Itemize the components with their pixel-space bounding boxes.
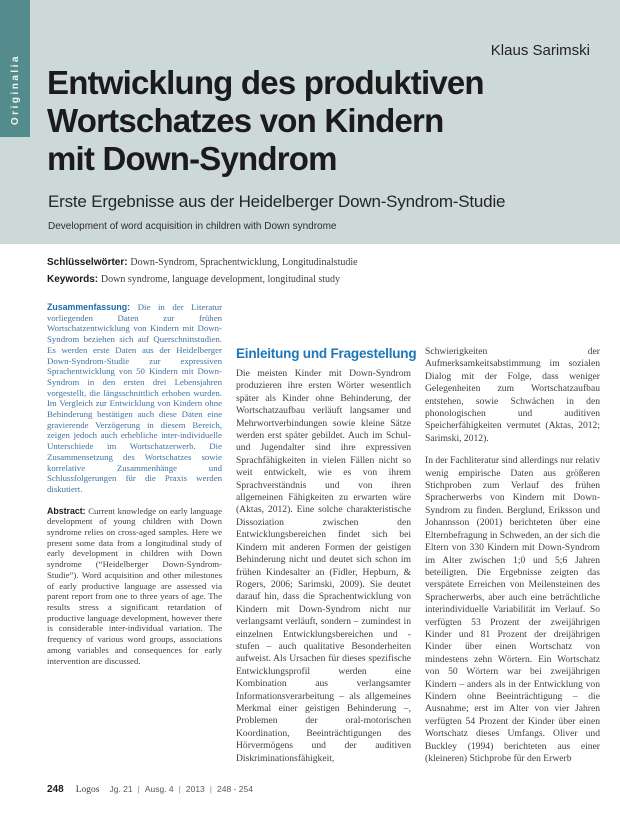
keywords-english-label: Keywords: [47,274,99,285]
keywords-row-german [47,257,567,268]
keywords-english-value: Down syndrome, language development, longitudinal study [100,274,341,285]
author-name: Klaus Sarimski [490,42,590,59]
footer-volume: Jg. 21 [109,784,133,794]
header-band [0,0,620,244]
title-line-2: Wortschatzes von Kindern [47,102,444,139]
column-introduction [236,302,417,765]
abstract-english-paragraph [47,506,222,667]
section-heading-einleitung: Einleitung und Fragestellung [236,346,417,361]
keywords-german-label: Schlüsselwörter: [47,257,128,268]
footer-separator: | [209,784,212,794]
footer-page-range: 248 - 254 [217,784,253,794]
footer-journal-name: Logos [75,785,100,795]
footer-separator: | [178,784,181,794]
originalia-section-tab [0,0,30,137]
title-line-1: Entwicklung des produktiven [47,64,484,101]
abstract-german-label: Zusammenfassung: [47,302,131,312]
content-columns [47,302,600,765]
footer-year: 2013 [185,784,205,794]
originalia-tab-label: Originalia [9,53,21,125]
subtitle-german: Erste Ergebnisse aus der Heidelberger Down-Syndrom-Studie [48,192,506,211]
abstract-english-text: Current knowledge on early language development of young children with Down syndrome relies on cross-aged samples. Here we present some data from a longitudinal study of early development in children with Down syndrome (“Heidelberger Down-Syndrom-Studie”). Word acquisition and other milestones of early productive language are assessed via parent report from one to three years of age. The results stress a significant retardation of productive language development, however there is considerable inter-individual variation. The frequency of various word groups, associations among variables and consequences for early intervention are discussed. [47,505,222,666]
footer-issue: Ausg. 4 [144,784,174,794]
page-footer [47,784,253,795]
title-line-3: mit Down-Syndrom [47,140,337,177]
keywords-german-value: Down-Syndrom, Sprachentwicklung, Longitudinalstudie [130,257,358,268]
footer-page-number: 248 [47,784,64,795]
column-abstracts [47,302,222,765]
column-continuation [425,302,600,765]
continuation-paragraph: Schwierigkeiten der Aufmerksamkeitsabstimmung im sozialen Dialog mit der Folge, dass weniger Gelegenheiten zum Wortschatzaufbau entstehen, sowie Schwächen in den phonologischen und auditiven Speicherfähigkeiten vermutet (Aktas, 2012; Sarimski, 2012). [425,346,600,444]
keywords-block [47,257,567,291]
literature-review-paragraph: In der Fachliteratur sind allerdings nur relativ wenig empirische Daten aus größeren Stichproben zum Verlauf des frühen Spracherwerbs von Kindern mit Down-Syndrom zu finden. Berglund, Eriksson und Johannsson (2001) berichteten über eine Elternbefragung in Schweden, an der sich die Eltern von 330 Kindern mit Down-Syndrom im Alter zwischen 1;0 und 5;6 Jahren beteiligten. Die Ergebnisse zeigten das verspätete Erreichen von Meilensteinen des Spracherwerbs, aber auch eine beträchtliche interindividuelle Variabilität im Verlauf. So verfügten 53 Prozent der zweijährigen Kinder und 81 Prozent der dreijährigen Kinder über einen Wortschatz von mindestens zehn Wörtern. Ein Wortschatz von 50 Wörtern war bei zweijährigen Kindern – anders als in der Entwicklung von Kindern ohne Beeinträchtigung – die Ausnahme; erst im Alter von vier Jahren verfügten 54 Prozent der Kinder über einen Wortschatz dieses Umfangs. Oliver und Buckley (1994) berichteten aus einer (kleineren) Stichprobe für den Erwerb [425,455,600,764]
keywords-row-english [47,274,567,285]
abstract-german-paragraph [47,302,222,495]
footer-separator: | [137,784,140,794]
article-title [47,64,484,178]
abstract-english-label: Abstract: [47,505,86,516]
introduction-paragraph: Die meisten Kinder mit Down-Syndrom produzieren ihre ersten Wörter wesentlich später als Kinder ohne Behinderung, der Wortschatzaufbau verläuft langsamer und Mehrwortverbindungen sowie kleine Sätze werden erst später gebildet. Auch im Schul- und Jugendalter sind ihre expressiven Sprachfähigkeiten in vielen Fällen nicht so weit entwickelt, wie es von ihrem Sprachverständnis und von ihren allgemeinen Fähigkeiten zu erwarten wäre (Aktas, 2012). Eine solche charakteristische Dissoziation zwischen den Entwicklungsbereichen findet sich bei Kindern mit anderen Formen der geistigen Behinderung nicht und deutet sich schon im frühen Kindesalter an (Fidler, Hepburn, & Rogers, 2006; Sarimski, 2009). Sie deutet darauf hin, dass die Sprachentwicklung von Kindern mit Down-Syndrom nicht nur verlangsamt verläuft, sondern – zumindest in einzelnen Entwicklungsbereichen und -stufen – auch qualitative Besonderheiten aufweist. Als Ursachen für dieses spezifische Entwicklungsprofil werden eine Kombination aus verlangsamter Informationsverarbeitung – als allgemeines Merkmal einer geistigen Behinderung –, Problemen der oral-motorischen Koordination, Beeinträchtigungen des Hörvermögens und der auditiven Diskriminationsfähigkeit, [236,368,411,764]
subtitle-english: Development of word acquisition in children with Down syndrome [48,221,337,232]
abstract-german-text: Die in der Literatur vorliegenden Daten zur frühen Wortschatzentwicklung von Kindern mit Down-Syndrom beziehen sich auf Querschnittstudien. Es werden erste Daten aus der Heidelberger Down-Syndrom-Studie zur expressiven Sprachentwicklung von 50 Kindern mit Down-Syndrom in den ersten drei Lebensjahren vorgestellt, die längsschnittlich erhoben wurden. Im Vergleich zur Entwicklung von Kindern ohne Behinderung bestätigen auch diese Daten eine gravierende Verzögerung in diesem Bereich, zeigen jedoch auch erhebliche inter-individuelle Unterschiede im Wortschatzerwerb. Die Zusammensetzung des Wortschatzes sowie korrelative Zusammenhänge und Schlussfolgerungen für die Praxis werden diskutiert. [47,302,222,494]
